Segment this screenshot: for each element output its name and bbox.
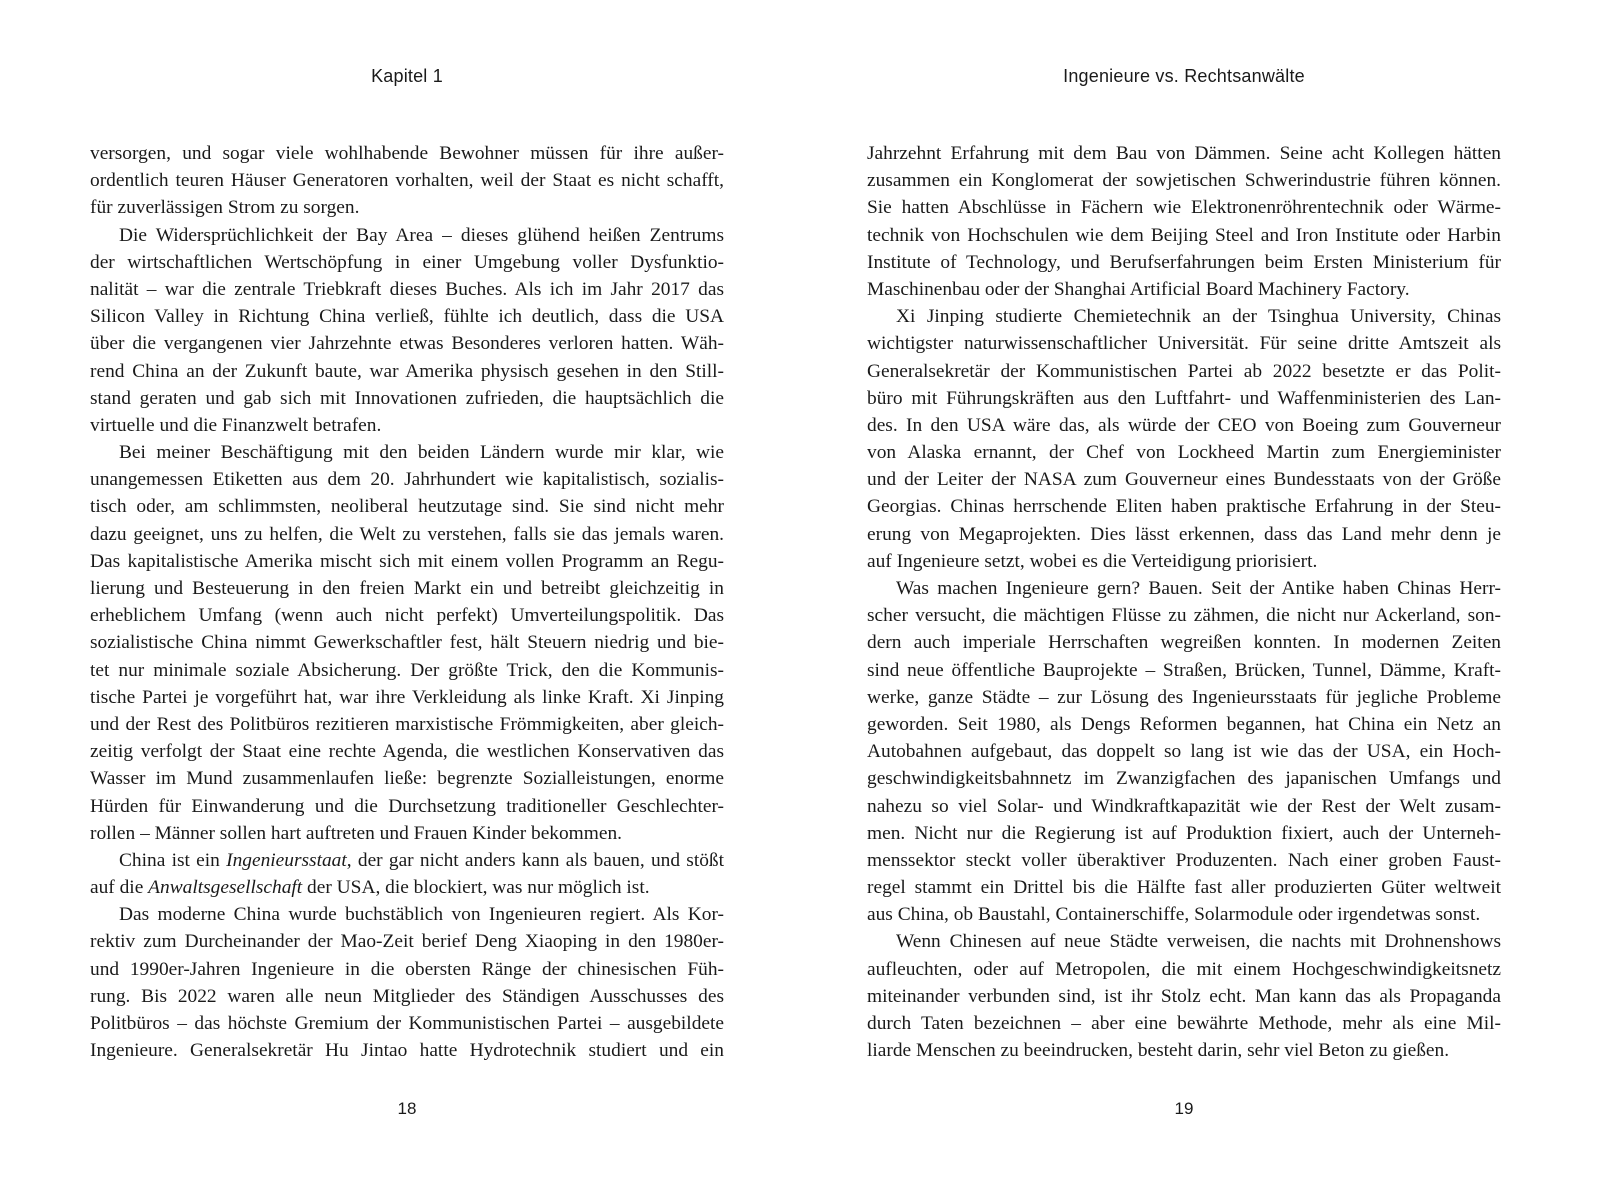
text-line: erung von Megaprojekten. Dies lässt erkennen, dass das Land mehr denn je <box>867 523 1501 545</box>
text-line: Generalsekretär der Kommunistischen Partei ab 2022 besetzte er das Polit- <box>867 360 1501 382</box>
text-line: erheblichem Umfang (wenn auch nicht perfekt) Umverteilungspolitik. Das <box>90 605 724 627</box>
text-line: aufleuchten, oder auf Metropolen, die mit einem Hochgeschwindigkeitsnetz <box>867 958 1501 980</box>
text-line: nalität – war die zentrale Triebkraft dieses Buches. Als ich im Jahr 2017 das <box>90 278 724 300</box>
body-text <box>867 140 1501 1064</box>
text-line-mixed <box>90 847 724 874</box>
text-line: versorgen, und sogar viele wohlhabende Bewohner müssen für ihre außer- <box>90 143 724 164</box>
text-line: unangemessen Etiketten aus dem 20. Jahrhundert wie kapitalistisch, sozialis- <box>90 469 724 491</box>
text-run: , der gar nicht anders kann als bauen, und stößt <box>346 849 724 871</box>
text-line: Das moderne China wurde buchstäblich von Ingenieuren regiert. Als Kor- <box>119 904 724 926</box>
text-line: Ingenieure. Generalsekretär Hu Jintao hatte Hydrotechnik studiert und ein <box>90 1040 724 1062</box>
text-line: für zuverlässigen Strom zu sorgen. <box>90 197 360 219</box>
text-line: und der Rest des Politbüros rezitieren marxistische Frömmigkeiten, aber gleich- <box>90 713 724 735</box>
text-line: scher versucht, die mächtigen Flüsse zu zähmen, die nicht nur Ackerland, son- <box>867 605 1501 627</box>
text-line: virtuelle und die Finanzwelt betrafen. <box>90 414 382 436</box>
right-page <box>800 0 1600 1186</box>
text-line: und 1990er-Jahren Ingenieure in die obersten Ränge der chinesischen Füh- <box>90 958 724 980</box>
page-number: 19 <box>1174 1099 1194 1118</box>
text-line: des. In den USA wäre das, als würde der CEO von Boeing zum Gouverneur <box>867 414 1501 436</box>
text-line: von Alaska ernannt, der Chef von Lockheed Martin zum Energieminister <box>867 442 1501 464</box>
text-line: liarde Menschen zu beeindrucken, besteht darin, sehr viel Beton zu gießen. <box>867 1040 1450 1062</box>
running-head-chapter: Kapitel 1 <box>371 66 443 86</box>
text-line: dern auch imperiale Herrschaften wegreißen konnten. In modernen Zeiten <box>867 632 1501 654</box>
text-line: menssektor steckt voller überaktiver Produzenten. Nach einer groben Faust- <box>867 849 1501 871</box>
text-line: Hürden für Einwanderung und die Durchsetzung traditioneller Geschlechter- <box>90 795 724 817</box>
text-line: Sie hatten Abschlüsse in Fächern wie Elektronenröhrentechnik oder Wärme- <box>867 197 1501 219</box>
text-line: tische Partei je vorgeführt hat, war ihre Verkleidung als linke Kraft. Xi Jinping <box>90 686 724 708</box>
text-run: China ist ein <box>119 849 227 871</box>
text-run: auf die <box>90 877 149 899</box>
text-line: geschwindigkeitsbahnnetz im Zwanzigfachen des japanischen Umfangs und <box>867 768 1501 790</box>
text-line: werke, ganze Städte – zur Lösung des Ingenieursstaats für jegliche Probleme <box>867 686 1501 708</box>
text-line: ordentlich teuren Häuser Generatoren vorhalten, weil der Staat es nicht schafft, <box>90 170 724 192</box>
text-line: Autobahnen aufgebaut, das doppelt so lang ist wie das der USA, ein Hoch- <box>867 741 1501 763</box>
text-line: men. Nicht nur die Regierung ist auf Produktion fixiert, auch der Unterneh- <box>867 822 1501 844</box>
text-line: Georgias. Chinas herrschende Eliten haben praktische Erfahrung in der Steu- <box>867 496 1501 518</box>
text-line: regel stammt ein Drittel bis die Hälfte fast aller produzierten Güter weltweit <box>867 877 1501 899</box>
text-line: geworden. Seit 1980, als Dengs Reformen begannen, hat China ein Netz an <box>867 713 1501 735</box>
text-line: miteinander verbunden sind, ist ihr Stolz echt. Man kann das als Propaganda <box>867 985 1501 1007</box>
text-run: der USA, die blockiert, was nur möglich ist. <box>302 877 650 899</box>
text-line: Politbüros – das höchste Gremium der Kommunistischen Partei – ausgebildete <box>90 1013 724 1034</box>
italic-term: Ingenieursstaat <box>226 849 347 871</box>
text-line: rend China an der Zukunft baute, war Amerika physisch gesehen in den Still- <box>90 360 724 382</box>
text-line: Xi Jinping studierte Chemietechnik an der Tsinghua University, Chinas <box>896 306 1501 328</box>
text-line: Silicon Valley in Richtung China verließ, fühlte ich deutlich, dass die USA <box>90 306 724 328</box>
body-text <box>90 140 724 1064</box>
text-line: auf Ingenieure setzt, wobei es die Verteidigung priorisiert. <box>867 550 1318 572</box>
text-line: aus China, ob Baustahl, Containerschiffe, Solarmodule oder irgendetwas sonst. <box>867 904 1481 926</box>
text-line: rollen – Männer sollen hart auftreten und Frauen Kinder bekommen. <box>90 822 623 844</box>
text-line: und der Leiter der NASA zum Gouverneur eines Bundesstaats von der Größe <box>867 469 1501 491</box>
text-line: Was machen Ingenieure gern? Bauen. Seit der Antike haben Chinas Herr- <box>896 578 1501 599</box>
text-line: rung. Bis 2022 waren alle neun Mitglieder des Ständigen Ausschusses des <box>90 985 724 1007</box>
text-line: Das kapitalistische Amerika mischt sich mit einem vollen Programm an Regu- <box>90 550 724 572</box>
text-line: stand geraten und gab sich mit Innovationen zufrieden, die hauptsächlich die <box>90 387 724 409</box>
text-line: lierung und Besteuerung in den freien Markt ein und betreibt gleichzeitig in <box>90 578 724 599</box>
text-line: Die Widersprüchlichkeit der Bay Area – dieses glühend heißen Zentrums <box>119 224 724 246</box>
page-number: 18 <box>397 1099 417 1118</box>
text-line-mixed <box>90 874 724 901</box>
text-line: sozialistische China nimmt Gewerkschaftler fest, hält Steuern niedrig und bie- <box>90 632 724 654</box>
text-line: Maschinenbau oder der Shanghai Artificial Board Machinery Factory. <box>867 278 1410 300</box>
text-line: Wasser im Mund zusammenlaufen ließe: begrenzte Sozialleistungen, enorme <box>90 768 724 790</box>
text-line: durch Taten bezeichnen – aber eine bewährte Methode, mehr als eine Mil- <box>867 1013 1501 1034</box>
text-line: dazu geeignet, uns zu helfen, die Welt zu verstehen, falls sie das jemals waren. <box>90 523 724 545</box>
running-head-title: Ingenieure vs. Rechtsanwälte <box>1063 66 1305 86</box>
text-line: der wirtschaftlichen Wertschöpfung in einer Umgebung voller Dysfunktio- <box>90 251 724 273</box>
text-line: technik von Hochschulen wie dem Beijing Steel and Iron Institute oder Harbin <box>867 224 1501 246</box>
text-line: tisch oder, am schlimmsten, neoliberal heutzutage sind. Sie sind nicht mehr <box>90 496 724 518</box>
text-line: Institute of Technology, und Berufserfahrungen beim Ersten Ministerium für <box>867 251 1501 273</box>
text-line: zusammen ein Konglomerat der sowjetischen Schwerindustrie führen können. <box>867 170 1501 192</box>
text-line: tet nur minimale soziale Absicherung. Der größte Trick, den die Kommunis- <box>90 659 724 681</box>
text-line: nahezu so viel Solar- und Windkraftkapazität wie der Rest der Welt zusam- <box>867 795 1501 817</box>
text-line: Wenn Chinesen auf neue Städte verweisen, die nachts mit Drohnenshows <box>896 931 1501 953</box>
italic-term: Anwaltsgesellschaft <box>148 877 303 899</box>
text-line: Bei meiner Beschäftigung mit den beiden Ländern wurde mir klar, wie <box>119 442 724 464</box>
text-line: büro mit Führungskräften aus den Luftfahrt- und Waffenministerien des Lan- <box>867 387 1501 409</box>
text-line: sind neue öffentliche Bauprojekte – Straßen, Brücken, Tunnel, Dämme, Kraft- <box>867 659 1501 681</box>
text-line: wichtigster naturwissenschaftlicher Universität. Für seine dritte Amtszeit als <box>867 333 1501 355</box>
text-line: rektiv zum Durcheinander der Mao-Zeit berief Deng Xiaoping in den 1980er- <box>90 931 724 953</box>
text-line: Jahrzehnt Erfahrung mit dem Bau von Dämmen. Seine acht Kollegen hätten <box>867 143 1501 164</box>
text-line: zeitig verfolgt der Staat eine rechte Agenda, die westlichen Konservativen das <box>90 741 724 763</box>
text-line: über die vergangenen vier Jahrzehnte etwas Besonderes verloren hatten. Wäh- <box>90 333 724 355</box>
